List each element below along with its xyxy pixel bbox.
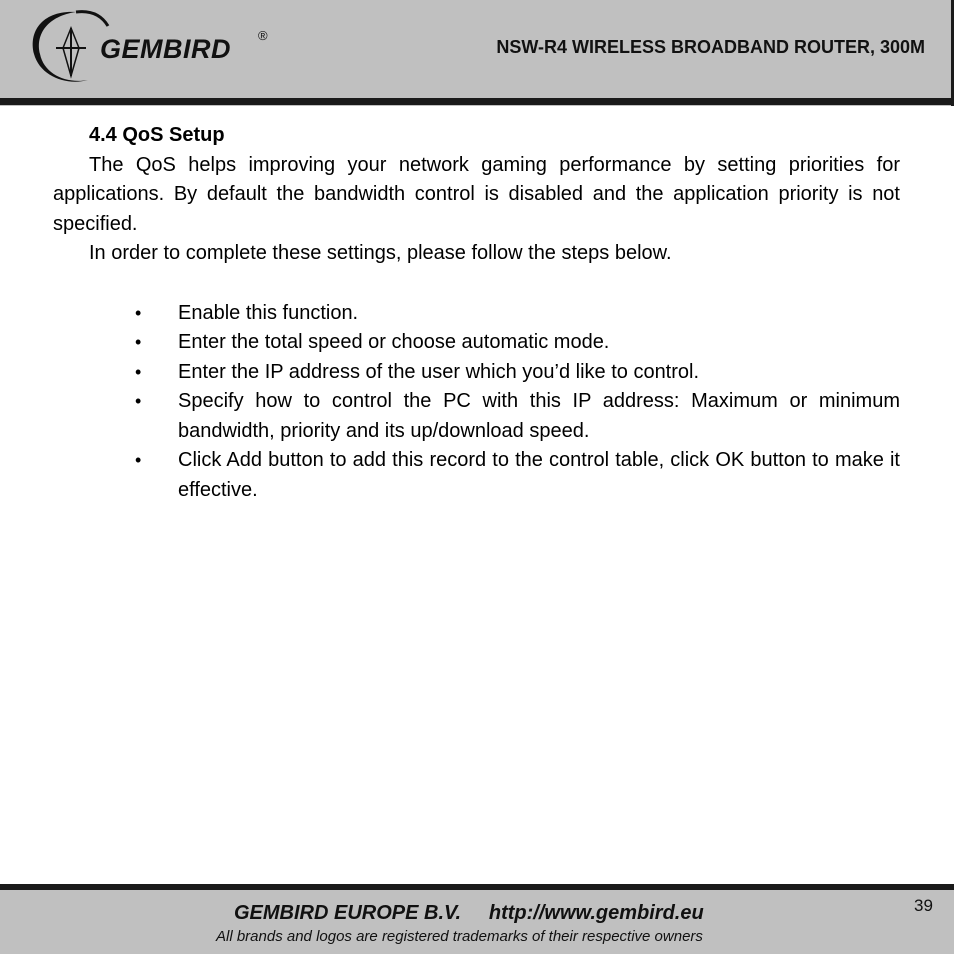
step-text: Enter the total speed or choose automatic mode.	[178, 331, 610, 353]
bullet-icon: •	[135, 361, 142, 382]
list-item	[53, 358, 900, 388]
footer-company-line	[234, 902, 704, 925]
bullet-icon: •	[135, 391, 142, 411]
bullet-icon: •	[135, 332, 142, 352]
registered-mark: ®	[258, 28, 268, 43]
list-item	[53, 328, 900, 358]
footer-divider	[0, 884, 954, 890]
instruction-paragraph: In order to complete these settings, please follow the steps below.	[89, 242, 672, 264]
page-header	[0, 0, 954, 106]
page-number: 39	[914, 896, 933, 915]
list-item	[53, 387, 900, 446]
page-content	[53, 121, 900, 505]
step-text: Click Add button to add this record to the control table, click OK button to make it effective.	[178, 449, 900, 501]
step-text: Enter the IP address of the user which you’d like to control.	[178, 360, 700, 383]
spacer	[53, 269, 900, 299]
gembird-logo	[26, 4, 268, 90]
steps-list	[53, 299, 900, 506]
list-item	[53, 299, 900, 329]
bullet-icon: •	[135, 302, 142, 323]
bullet-icon: •	[135, 450, 142, 470]
step-text: Specify how to control the PC with this IP address: Maximum or minimum bandwidth, priority and its up/download speed.	[178, 390, 900, 442]
company-url-link[interactable]: http://www.gembird.eu	[488, 902, 704, 924]
header-divider	[0, 98, 954, 105]
document-title: NSW-R4 WIRELESS BROADBAND ROUTER, 300M	[496, 37, 925, 57]
logo-text: GEMBIRD	[100, 34, 231, 64]
list-item	[53, 446, 900, 505]
trademark-note: All brands and logos are registered trademarks of their respective owners	[216, 928, 703, 945]
section-heading: 4.4 QoS Setup	[89, 124, 225, 146]
intro-paragraph: The QoS helps improving your network gaming performance by setting priorities for applications. By default the bandwidth control is disabled and the application priority is not specified.	[53, 153, 900, 235]
step-text: Enable this function.	[178, 301, 359, 324]
company-name: GEMBIRD EUROPE B.V.	[234, 902, 462, 924]
